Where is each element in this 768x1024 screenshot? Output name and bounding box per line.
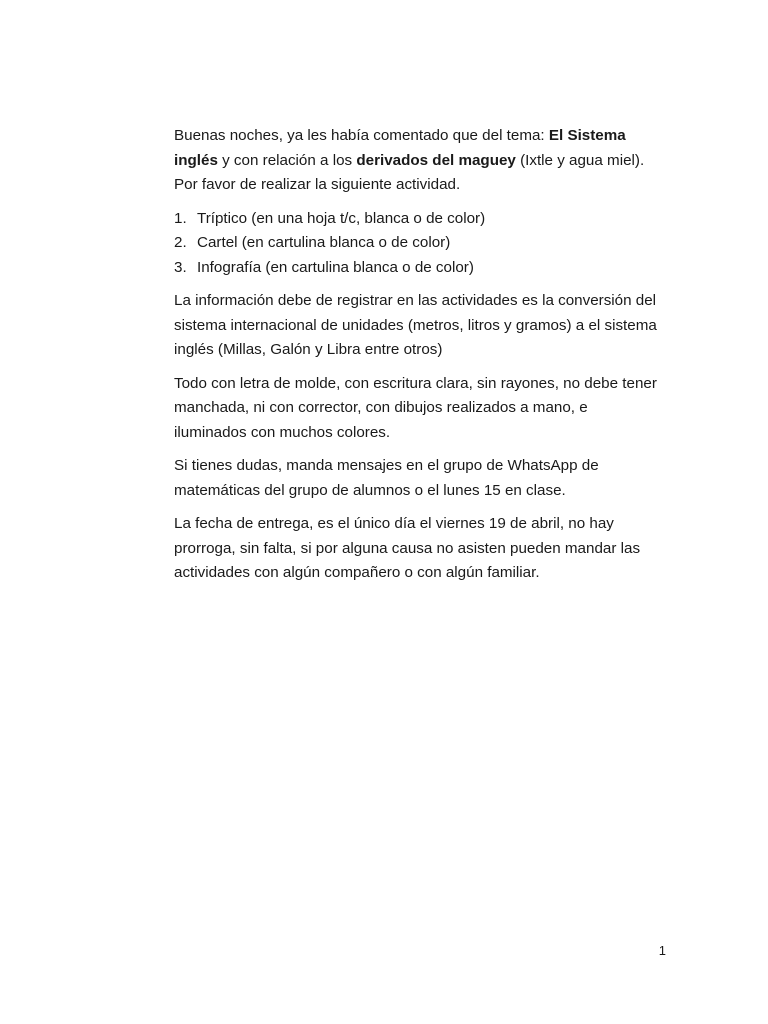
list-item-text: Tríptico (en una hoja t/c, blanca o de color) (197, 209, 486, 227)
info-paragraph: La información debe de registrar en las actividades es la conversión del sistema internacional de unidades (metros, litros y gramos) a el sistema inglés (Millas, Galón y Libra entre otros) (174, 292, 657, 358)
list-item (174, 256, 662, 281)
intro-paragraph (174, 124, 662, 198)
list-item (174, 207, 662, 232)
activities-list (174, 207, 662, 281)
deadline-paragraph: La fecha de entrega, es el único día el viernes 19 de abril, no hay prorroga, sin falta, si por alguna causa no asisten pueden mandar las actividades con algún compañero o con algún familiar. (174, 515, 641, 581)
list-item-number: 2. (174, 234, 187, 251)
style-paragraph: Todo con letra de molde, con escritura clara, sin rayones, no debe tener manchada, ni con corrector, con dibujos realizados a mano, e iluminados con muchos colores. (174, 374, 657, 441)
list-item-text: Infografía (en cartulina blanca o de color) (197, 258, 474, 276)
intro-text-3: (Ixtle y agua miel). Por favor de realizar la siguiente actividad. (174, 151, 645, 193)
intro-text-2: y con relación a los (217, 151, 357, 169)
page-number: 1 (658, 943, 666, 958)
document-body (174, 124, 662, 595)
doubts-paragraph: Si tienes dudas, manda mensajes en el grupo de WhatsApp de matemáticas del grupo de alumnos o el lunes 15 en clase. (174, 457, 599, 499)
list-item-number: 3. (174, 258, 187, 276)
list-item-number: 1. (174, 209, 187, 227)
list-item-text: Cartel (en cartulina blanca o de color) (197, 234, 451, 251)
list-item (174, 231, 662, 256)
intro-text-1: Buenas noches, ya les había comentado que del tema: (174, 127, 549, 144)
topic-bold: El Sistema inglés (174, 127, 626, 169)
subtopic-bold: derivados del maguey (356, 151, 516, 169)
